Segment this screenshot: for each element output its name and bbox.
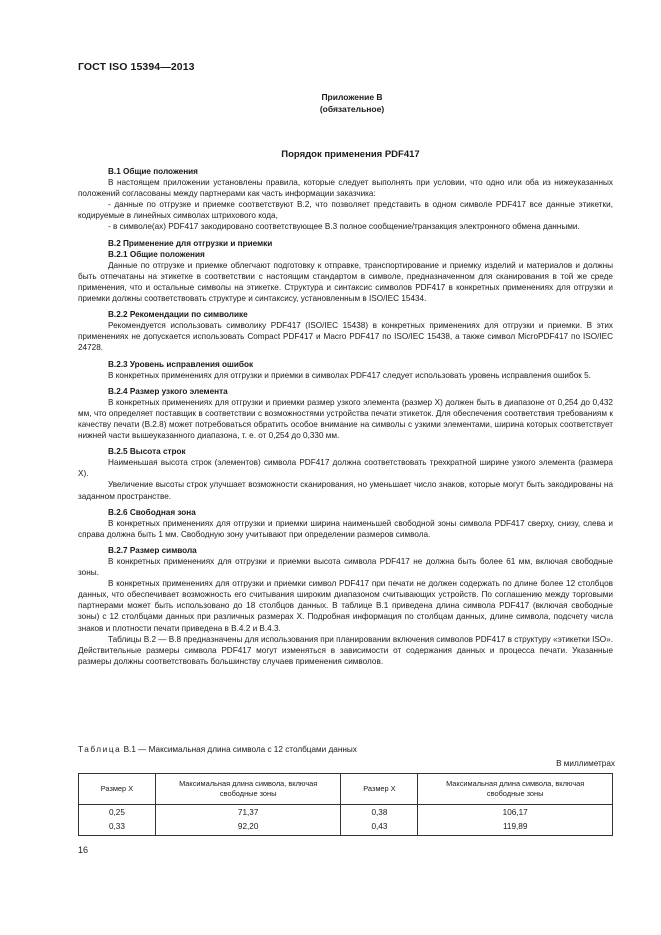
paragraph: Рекомендуется использовать символику PDF417 (ISO/IEC 15438) в конкретных применениях для отгрузки и приемки. В этих применениях не допускается использовать Compact PDF417 и Macro PDF417 по ISO/IEC 15438, а также символ MicroPDF417 по ISO/IEC 24728. bbox=[78, 321, 613, 353]
standard-header: ГОСТ ISO 15394—2013 bbox=[78, 61, 195, 73]
paragraph: В конкретных применениях для отгрузки и приемки символ PDF417 при печати не должен содержать по длине более 12 столбцов данных, что обеспечивает возможность его считывания широким диапазоном считывающих устройств. По соглашению между торговыми партнерами может быть использовано до 18 столбцов данных. В таблице В.1 приведена длина символа PDF417 (включая свободные зоны) с 12 столбцами данных при различных размерах X. Подробная информация по столбцам данных, длине символа, подсчету числа знаков и плотности печати приведена в В.4.2 и В.4.3. bbox=[78, 579, 613, 633]
document-body bbox=[78, 166, 613, 667]
section-heading: В.2.1 Общие положения bbox=[108, 249, 205, 259]
table-cell: 71,37 bbox=[155, 805, 341, 819]
paragraph: Наименьшая высота строк (элементов) символа PDF417 должна соответствовать трехкратной ширине узкого элемента (размера X). bbox=[78, 458, 613, 479]
table-cell: 119,89 bbox=[418, 819, 613, 836]
section-heading: В.2 Применение для отгрузки и приемки bbox=[108, 238, 273, 248]
annex-name: Приложение В bbox=[321, 92, 383, 102]
section-heading: В.2.6 Свободная зона bbox=[108, 507, 196, 517]
table-header-cell: Размер X bbox=[79, 774, 156, 805]
page-title: Порядок применения PDF417 bbox=[281, 149, 420, 160]
paragraph: Таблицы В.2 — В.8 предназначены для использования при планировании включения символов PDF417 в структуру «этикетки ISO». Действительные размеры символа PDF417 могут изменяться в зависимости от содержания данных и процесса печати. Указанные размеры должны соответствовать большинству случаев применения символов. bbox=[78, 634, 613, 666]
annex-heading bbox=[0, 91, 661, 115]
table-row bbox=[79, 805, 613, 819]
table-caption bbox=[78, 745, 357, 754]
table-cell: 92,20 bbox=[155, 819, 341, 836]
table-cell: 0,38 bbox=[341, 805, 418, 819]
symbol-length-table bbox=[78, 773, 613, 836]
paragraph: В конкретных применениях для отгрузки и приемки высота символа PDF417 не должна быть более 61 мм, включая свободные зоны. bbox=[78, 557, 613, 578]
table-header-row bbox=[79, 774, 613, 805]
table-cell: 0,43 bbox=[341, 819, 418, 836]
section-heading: В.2.5 Высота строк bbox=[108, 447, 186, 457]
section-heading: В.2.4 Размер узкого элемента bbox=[108, 386, 228, 396]
table-header-cell: Размер X bbox=[341, 774, 418, 805]
paragraph: В конкретных применениях для отгрузки и приемки размер узкого элемента (размер X) должен быть в диапазоне от 0,254 до 0,432 мм, что определяет поставщик в соответствии с возможностями устройства печати этикеток. Для обеспечения соответствия требованиям к качеству печати (В.2.8) может потребоваться обратить особое внимание на символы с узкими элементами, ширина которых соответствует нижней части вышеуказанного диапазона, т. е. от 0,254 до 0,330 мм. bbox=[78, 397, 613, 441]
paragraph: В конкретных применениях для отгрузки и приемки ширина наименьшей свободной зоны символа PDF417 сверху, снизу, слева и справа должна быть 1 мм. Свободную зону учитывают при определении размеров символа. bbox=[78, 518, 613, 539]
paragraph: В конкретных применениях для отгрузки и приемки в символах PDF417 следует использовать уровень исправления ошибок 5. bbox=[108, 370, 591, 380]
section-heading: В.2.7 Размер символа bbox=[108, 545, 197, 555]
paragraph: Увеличение высоты строк улучшает возможности сканирования, но уменьшает число знаков, которые могут быть закодированы на заданном пространстве. bbox=[78, 480, 613, 501]
table-cell: 0,25 bbox=[79, 805, 156, 819]
paragraph: В настоящем приложении установлены правила, которые следует выполнять при условии, что одно или оба из нижеуказанных положений согласованы между партнерами как часть информации заказчика: bbox=[78, 178, 613, 199]
table-cell: 0,33 bbox=[79, 819, 156, 836]
table-caption-prefix: Таблица bbox=[78, 745, 122, 754]
paragraph: - данные по отгрузке и приемке соответствуют В.2, что позволяет представить в одном символе PDF417 все данные этикетки, кодируемые в линейных символах штрихового кода, bbox=[78, 200, 613, 221]
table-cell: 106,17 bbox=[418, 805, 613, 819]
table-header-cell: Максимальная длина символа, включая свободные зоны bbox=[155, 774, 341, 805]
section-heading: В.2.3 Уровень исправления ошибок bbox=[108, 359, 254, 369]
annex-status: (обязательное) bbox=[319, 104, 385, 114]
section-heading: В.1 Общие положения bbox=[108, 167, 198, 176]
paragraph: - в символе(ах) PDF417 закодировано соответствующее В.3 полное сообщение/транзакция электронного обмена данными. bbox=[108, 222, 580, 232]
table-header-cell: Максимальная длина символа, включая свободные зоны bbox=[418, 774, 613, 805]
table-caption-text: В.1 — Максимальная длина символа с 12 столбцами данных bbox=[121, 745, 357, 754]
section-heading: В.2.2 Рекомендации по символике bbox=[108, 310, 248, 320]
paragraph: Данные по отгрузке и приемке облегчают подготовку к отправке, транспортирование и приемку изделий и материалов и должны быть отпечатаны на этикетке в соответствии с настоящим стандартом в символе, предназначенном для сканирования в той же среде применения, что и остальные символы на этикетке. Структура и синтаксис символов PDF417 в конкретных применениях для отгрузки и приемки должны соответствовать структуре и синтаксису, установленным в ISO/IEC 15434. bbox=[78, 260, 613, 304]
page-number: 16 bbox=[78, 845, 89, 855]
table-row bbox=[79, 819, 613, 836]
table-units: В миллиметрах bbox=[556, 759, 615, 768]
